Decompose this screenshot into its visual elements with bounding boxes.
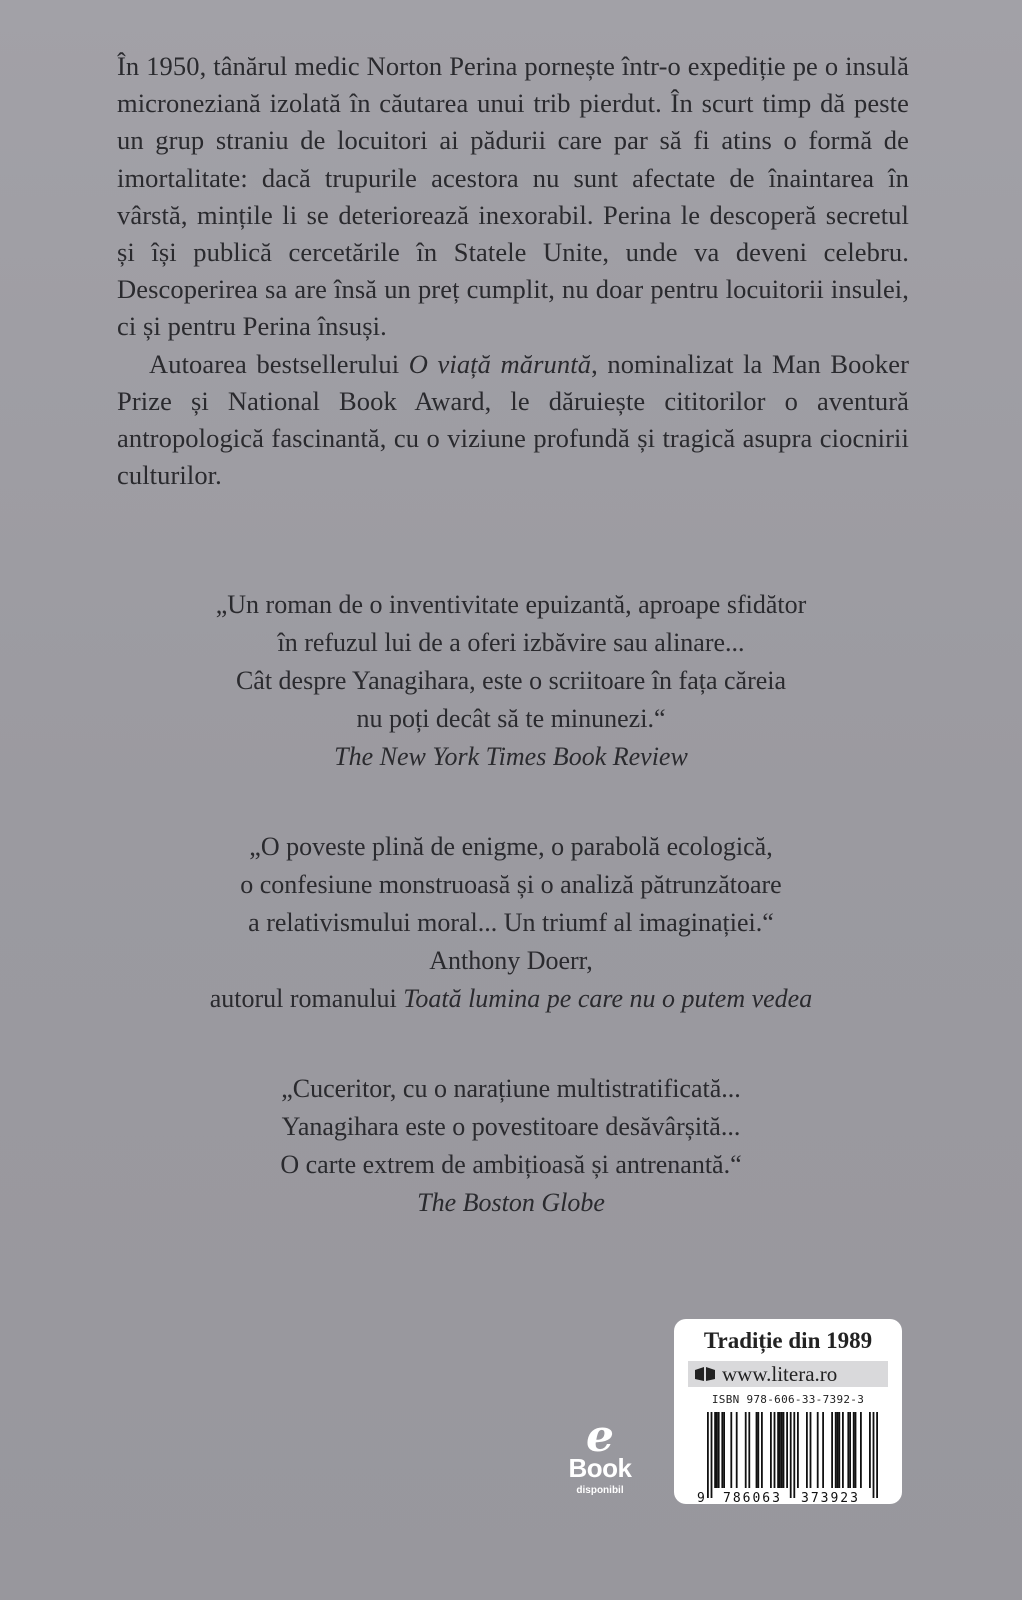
barcode-bar — [707, 1412, 709, 1498]
barcode-bar — [756, 1412, 758, 1488]
quote-line: O carte extrem de ambițioasă și antrenantă.“ — [280, 1150, 742, 1179]
synopsis-paragraph-2 — [117, 346, 909, 495]
barcode-bar — [806, 1412, 808, 1488]
quote-author-credit — [100, 980, 922, 1018]
barcode-bar — [847, 1412, 849, 1488]
barcode-bar — [786, 1412, 788, 1488]
barcode-bar — [745, 1412, 747, 1488]
barcode-digits-left: 786063 — [723, 1491, 782, 1506]
quote-line: „Cuceritor, cu o narațiune multistratificată... — [281, 1074, 741, 1103]
barcode-bar — [790, 1412, 792, 1498]
publisher-website: www.litera.ro — [722, 1361, 838, 1386]
ebook-e-letter: e — [586, 1411, 614, 1462]
barcode-bar — [860, 1412, 862, 1488]
barcode-bars — [707, 1412, 878, 1498]
barcode-bar — [869, 1412, 871, 1488]
quote-line: nu poți decât să te minunezi.“ — [356, 704, 666, 733]
ebook-available-logo — [560, 1411, 640, 1500]
barcode-bar — [757, 1412, 759, 1488]
barcode-bar — [770, 1412, 772, 1488]
barcode-bar — [817, 1412, 819, 1488]
barcode-bar — [730, 1412, 732, 1488]
quote-line: Cât despre Yanagihara, este o scriitoare în fața căreia — [235, 666, 787, 695]
barcode-bar — [718, 1412, 720, 1488]
barcode-bar — [849, 1412, 851, 1488]
ebook-availability: disponibil — [576, 1485, 624, 1496]
barcode-digits-right: 373923 — [801, 1491, 860, 1506]
quote-line: o confesiune monstruoasă și o analiză pătrunzătoare — [240, 870, 782, 899]
publisher-isbn-box — [674, 1319, 902, 1504]
barcode-bar — [876, 1412, 878, 1498]
barcode-bar — [748, 1412, 750, 1488]
barcode-bar — [781, 1412, 783, 1488]
barcode-bar — [793, 1412, 795, 1498]
barcode-bar — [835, 1412, 837, 1488]
barcode-bar — [797, 1412, 799, 1488]
synopsis-paragraph-2-end: , nominalizat la Man Booker Prize și National Book Award, le dăruiește cititorilor o aventură antropologică fascinantă, cu o viziune profundă și tragică asupra ciocnirii culturilor. — [117, 348, 910, 491]
barcode-bar — [838, 1412, 840, 1488]
review-quote-boston-globe — [100, 1070, 922, 1222]
barcode-bar — [810, 1412, 812, 1488]
review-quote-nyt — [100, 586, 922, 776]
synopsis-paragraph-2-start: Autoarea bestsellerului — [149, 348, 409, 379]
barcode-bar — [721, 1412, 723, 1488]
barcode-bar — [822, 1412, 824, 1488]
review-quote-doerr — [100, 828, 922, 1018]
barcode-bar — [736, 1412, 738, 1488]
quote-author-role: autorul romanului — [209, 984, 404, 1013]
barcode-bar — [777, 1412, 779, 1488]
barcode-bar — [711, 1412, 713, 1498]
barcode-bar — [837, 1412, 839, 1488]
isbn-number: ISBN 978-606-33-7392-3 — [711, 1393, 865, 1406]
quote-line: „Un roman de o inventivitate epuizantă, aproape sfidător — [215, 590, 807, 619]
barcode-bar — [723, 1412, 725, 1488]
quote-author-book: Toată lumina pe care nu o putem vedea — [403, 984, 813, 1013]
barcode-bar — [714, 1412, 716, 1488]
ebook-word: Book — [568, 1453, 632, 1483]
barcode-bar — [783, 1412, 785, 1488]
quote-line: a relativismului moral... Un triumf al imaginației.“ — [248, 908, 774, 937]
barcode-bar — [779, 1412, 781, 1488]
publisher-tradition: Tradiție din 1989 — [703, 1328, 873, 1353]
barcode-bar — [831, 1412, 833, 1488]
isbn-barcode — [693, 1410, 883, 1506]
quote-source: The Boston Globe — [417, 1188, 605, 1217]
quote-line: în refuzul lui de a oferi izbăvire sau alinare... — [277, 628, 745, 657]
barcode-bar — [716, 1412, 718, 1488]
publisher-website-row — [688, 1361, 888, 1387]
synopsis — [117, 48, 909, 494]
book-title-reference: O viață măruntă — [408, 348, 592, 379]
barcode-bar — [855, 1412, 857, 1488]
quote-line: Yanagihara este o povestitoare desăvârșită... — [281, 1112, 741, 1141]
barcode-bar — [873, 1412, 875, 1498]
quote-author: Anthony Doerr, — [429, 946, 593, 975]
barcode-bar — [761, 1412, 763, 1488]
barcode-bar — [774, 1412, 776, 1488]
barcode-bar — [853, 1412, 855, 1488]
barcode-digit-first: 9 — [697, 1491, 705, 1506]
barcode-bar — [842, 1412, 844, 1488]
open-book-icon — [694, 1365, 716, 1383]
quote-source: The New York Times Book Review — [334, 742, 688, 771]
quote-line: „O poveste plină de enigme, o parabolă ecologică, — [249, 832, 773, 861]
synopsis-paragraph-1: În 1950, tânărul medic Norton Perina pornește într-o expediție pe o insulă microneziană izolată în căutarea unui trib pierdut. În scurt timp dă peste un grup straniu de locuitori ai pădurii care par să fi atins o formă de imortalitate: dacă trupurile acestora nu sunt afectate de înaintarea în vârstă, mințile li se deteriorează inexorabil. Perina le descoperă secretul și își publică cercetările în Statele Unite, unde va deveni celebru. Descoperirea sa are însă un preț cumplit, nu doar pentru locuitorii insulei, ci și pentru Perina însuși. — [117, 51, 909, 342]
